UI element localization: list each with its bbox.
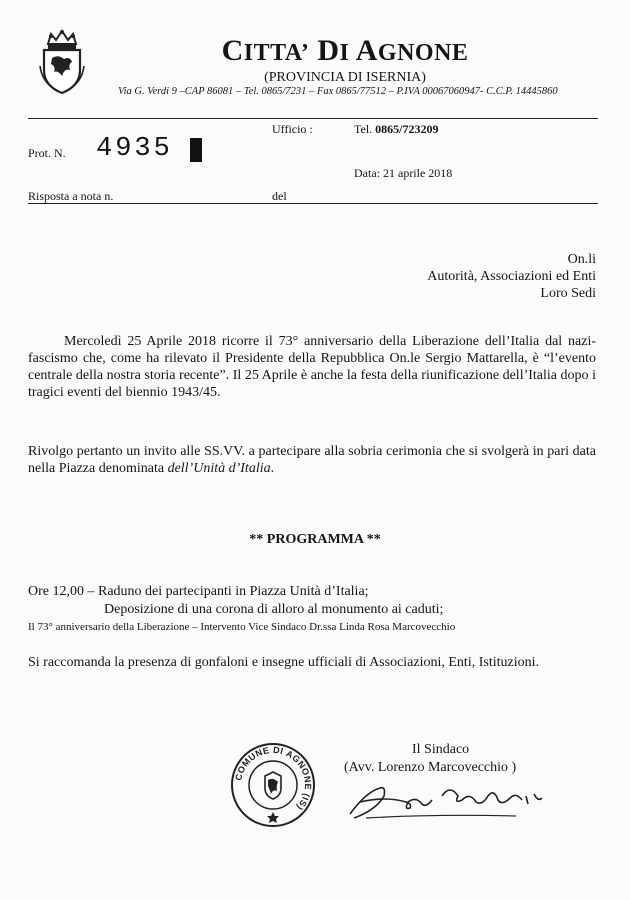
- address-line: Via G. Verdi 9 –CAP 86081 – Tel. 0865/7231 – Fax 0865/77512 – P.IVA 00067060947- C.C.P. 14445860: [118, 86, 558, 97]
- municipal-seal-icon: [230, 742, 316, 828]
- risposta-label: Risposta a nota n.: [28, 189, 114, 203]
- svg-text:COMUNE DI AGNONE (IS): COMUNE DI AGNONE (IS): [233, 744, 314, 813]
- signature-role: Il Sindaco: [412, 742, 470, 757]
- recipient-line: Autorità, Associazioni ed Enti: [427, 269, 596, 284]
- page-title: CITTA’ DI AGNONE: [221, 34, 469, 67]
- recipients-block: [427, 251, 596, 302]
- header-divider: [28, 118, 598, 119]
- telephone-line: Tel. 0865/723209: [354, 122, 439, 136]
- redaction-mark: [190, 138, 202, 162]
- handwritten-signature-icon: [346, 774, 556, 820]
- document-date: Data: 21 aprile 2018: [354, 166, 453, 180]
- closing-note: Si raccomanda la presenza di gonfaloni e insegne ufficiali di Associazioni, Enti, Istituzioni.: [28, 655, 539, 670]
- protocol-number: 4935: [96, 134, 173, 164]
- ufficio-label: Ufficio :: [272, 122, 313, 136]
- protocol-divider: [28, 203, 598, 204]
- programma-item: Ore 12,00 – Raduno dei partecipanti in Piazza Unità d’Italia;: [28, 584, 369, 599]
- signature-name: (Avv. Lorenzo Marcovecchio ): [344, 760, 517, 775]
- recipient-line: On.li: [567, 252, 596, 267]
- paragraph-invitation: Rivolgo pertanto un invito alle SS.VV. a partecipare alla sobria cerimonia che si svolgerà in pari data nella Piazza denominata dell’Unità d’Italia.: [28, 444, 596, 476]
- del-label: del: [272, 189, 287, 203]
- paragraph-liberation: Mercoledì 25 Aprile 2018 ricorre il 73° anniversario della Liberazione dell’Italia dal nazi-fascismo che, come ha rilevato il Presidente della Repubblica On.le Sergio Mattarella, è “l’evento centrale della nostra storia recente”. Il 25 Aprile è anche la festa della riunificazione dell’Italia dopo i tragici eventi del biennio 1943/45.: [28, 334, 596, 400]
- recipient-line: Loro Sedi: [540, 286, 596, 301]
- prot-label: Prot. N.: [28, 146, 66, 160]
- programma-item: Il 73° anniversario della Liberazione – Intervento Vice Sindaco Dr.ssa Linda Rosa Marcovecchio: [28, 621, 456, 633]
- programma-heading: ** PROGRAMMA **: [249, 532, 381, 547]
- programma-item: Deposizione di una corona di alloro al monumento ai caduti;: [104, 602, 444, 617]
- province-label: (PROVINCIA DI ISERNIA): [264, 70, 426, 85]
